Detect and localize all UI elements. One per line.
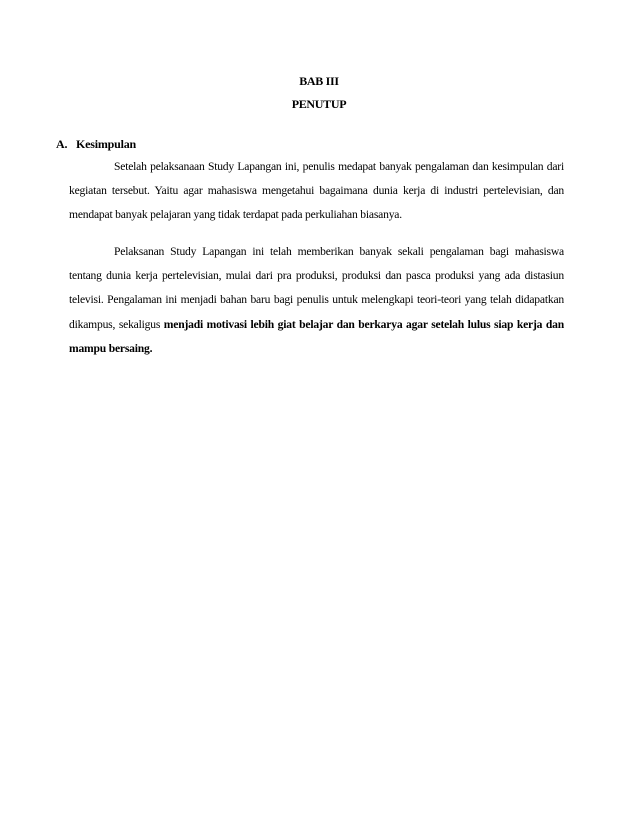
paragraph-2-text (69, 240, 564, 361)
section-title: Kesimpulan (76, 137, 137, 151)
chapter-label: BAB III (299, 74, 339, 88)
chapter-title: PENUTUP (291, 97, 347, 111)
paragraph-1-text: Setelah pelaksanaan Study Lapangan ini, penulis medapat banyak pengalaman dan kesimpulan dari kegiatan tersebut. Yaitu agar mahasiswa mengetahui bagaimana dunia kerja di industri pertelevisian, dan mendapat banyak pelajaran yang tidak terdapat pada perkuliahan biasanya. (69, 160, 564, 222)
paragraph-2-emphasis: menjadi motivasi lebih giat belajar dan berkarya agar setelah lulus siap kerja dan mampu bersaing. (69, 317, 564, 355)
section-heading (56, 137, 136, 152)
paragraph-2 (69, 240, 564, 361)
paragraph-1 (69, 155, 564, 228)
section-number: A. (56, 137, 68, 151)
paragraph-2-plain: Pelaksanan Study Lapangan ini telah memberikan banyak sekali pengalaman bagi mahasiswa tentang dunia kerja pertelevisian, mulai dari pra produksi, produksi dan pasca produksi yang ada distasiun televisi. Pengalaman ini menjadi bahan baru bagi penulis untuk melengkapi teori-teori yang telah didapatkan dikampus, sekaligus (69, 245, 564, 331)
